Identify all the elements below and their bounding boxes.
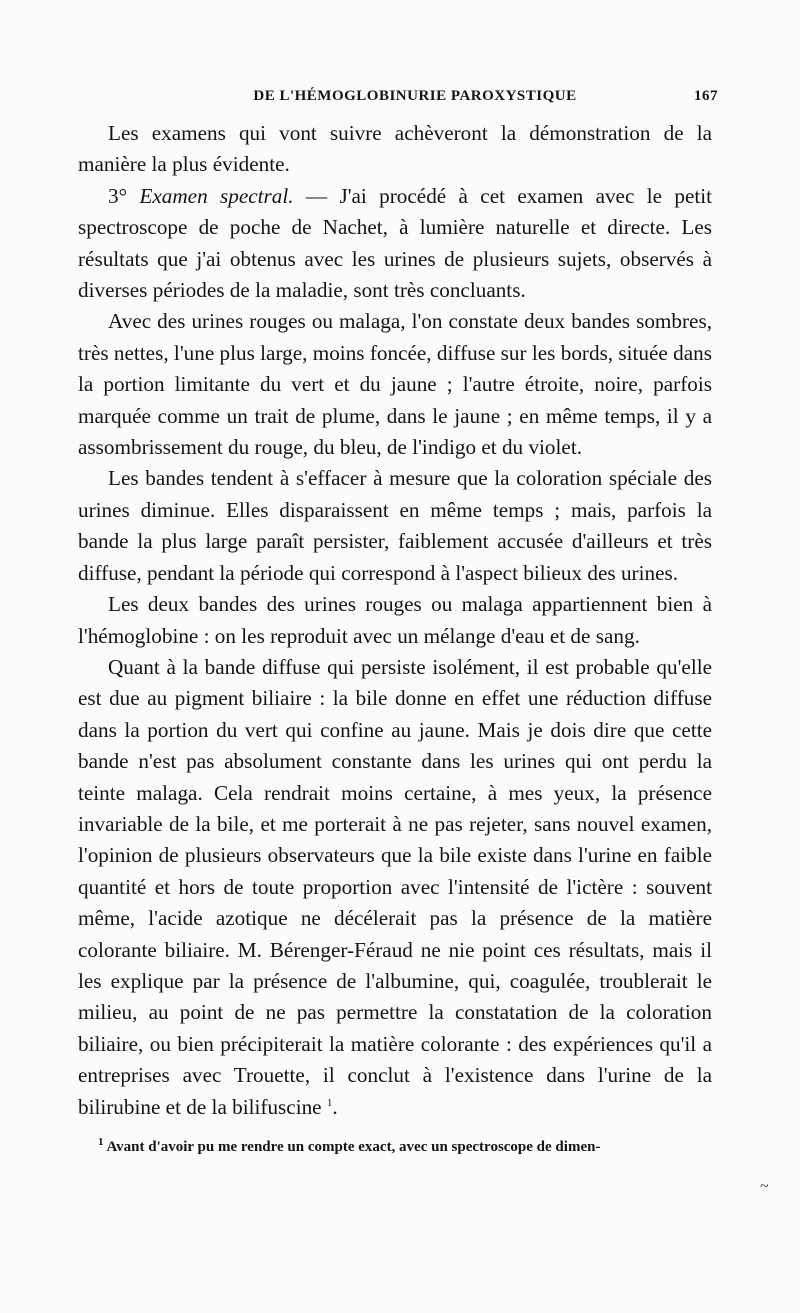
page — [78, 88, 718, 1157]
footnote-text: Avant d'avoir pu me rendre un compte exact, avec un spectroscope de dimen- — [106, 1139, 601, 1155]
paragraph: Quant à la bande diffuse qui persiste isolément, il est probable qu'elle est due au pigment biliaire : la bile donne en effet une réduction diffuse dans la portion du vert qui confine au jaune. Mais je dois dire que cette bande n'est pas absolument constante dans les urines qui ont perdu la teinte malaga. Cela rendrait moins certaine, à mes yeux, la présence invariable de la bile, et me porterait à ne pas rejeter, sans nouvel examen, l'opinion de plusieurs observateurs que la bile existe dans l'urine en faible quantité et hors de toute proportion avec l'intensité de l'ictère : souvent même, l'acide azotique ne décélerait pas la présence de la matière colorante biliaire. M. Bérenger-Féraud ne nie point ces résultats, mais il les explique par la présence de l'albumine, qui, coagulée, troublerait le milieu, au point de ne pas permettre la constatation de la coloration biliaire, ou bien précipiterait la matière colorante : des expériences qu'il a entreprises avec Trouette, il conclut à l'existence dans l'urine de la bilirubine et de la bilifuscine $^1$. — [78, 654, 712, 1119]
margin-mark: ~ — [760, 1178, 769, 1195]
section-number: 3° — [108, 183, 128, 208]
paragraph: Les deux bandes des urines rouges ou malaga appartiennent bien à l'hémoglobine : on les reproduit avec un mélange d'eau et de sang. — [78, 592, 712, 648]
body-text — [78, 118, 712, 1123]
page-number: 167 — [694, 88, 718, 104]
footnote-marker: 1 — [98, 1136, 104, 1148]
paragraph-spectral: 3° Examen spectral. — J'ai procédé à cet examen avec le petit spectroscope de poche de Nachet, à lumière naturelle et directe. Les résultats que j'ai obtenus avec les urines de plusieurs sujets, observés à diverses périodes de la maladie, sont très concluants. — [78, 183, 713, 303]
running-title: DE L'HÉMOGLOBINURIE PAROXYSTIQUE — [253, 88, 577, 104]
footnote — [78, 1137, 712, 1157]
paragraph: Les examens qui vont suivre achèveront la démonstration de la manière la plus évidente. — [78, 121, 712, 177]
running-header — [78, 88, 718, 118]
section-heading: Examen spectral. — [139, 183, 294, 208]
footnote-reference[interactable]: 1 — [326, 1096, 333, 1109]
paragraph: Avec des urines rouges ou malaga, l'on constate deux bandes sombres, très nettes, l'une plus large, moins foncée, diffuse sur les bords, située dans la portion limitante du vert et du jaune ; l'autre étroite, noire, parfois marquée comme un trait de plume, dans le jaune ; en même temps, il y a assombrissement du rouge, du bleu, de l'indigo et du violet. — [78, 309, 712, 460]
paragraph: Les bandes tendent à s'effacer à mesure que la coloration spéciale des urines diminue. Elles disparaissent en même temps ; mais, parfois la bande la plus large paraît persister, faiblement accusée d'ailleurs et très diffuse, pendant la période qui correspond à l'aspect bilieux des urines. — [78, 466, 712, 585]
